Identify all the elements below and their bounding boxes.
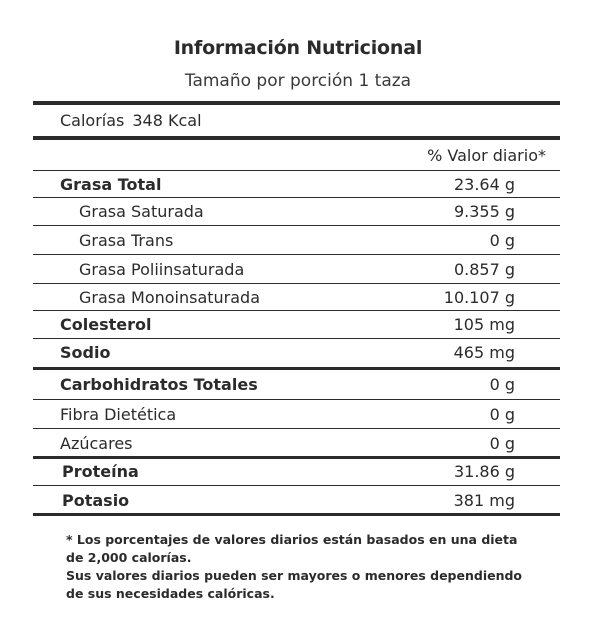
nutrient-value: 381 mg <box>453 491 515 510</box>
divider-row <box>33 225 560 226</box>
footnote-line: de sus necesidades calóricas. <box>66 586 275 601</box>
nutrient-label: Grasa Trans <box>79 231 174 250</box>
divider-dv <box>33 170 560 171</box>
nutrient-value: 0 g <box>489 405 515 424</box>
calories-value: 348 Kcal <box>132 111 202 130</box>
nutrient-value: 0.857 g <box>453 260 515 279</box>
nutrient-label: Carbohidratos Totales <box>60 375 258 394</box>
divider-row <box>33 338 560 339</box>
nutrient-label: Grasa Saturada <box>79 202 204 221</box>
daily-value-header: % Valor diario* <box>427 146 546 165</box>
nutrient-value: 9.355 g <box>453 202 515 221</box>
divider-bottom <box>33 513 560 516</box>
nutrient-value: 465 mg <box>453 343 515 362</box>
divider-row <box>33 310 560 311</box>
footnote-line: Sus valores diarios pueden ser mayores o menores dependiendo <box>66 568 523 583</box>
nutrient-value: 23.64 g <box>453 175 515 194</box>
divider-row <box>33 485 560 486</box>
divider-row <box>33 399 560 400</box>
divider-row <box>33 197 560 198</box>
nutrient-label: Grasa Total <box>60 175 162 194</box>
nutrient-value: 31.86 g <box>453 462 515 481</box>
divider-calories <box>33 136 560 140</box>
label-title: Información Nutricional <box>173 37 423 59</box>
nutrient-value: 0 g <box>489 434 515 453</box>
nutrient-label: Azúcares <box>60 434 133 453</box>
divider-row <box>33 283 560 284</box>
calories-label: Calorías <box>60 111 125 130</box>
nutrient-label: Potasio <box>62 491 130 510</box>
calories-row <box>60 111 202 130</box>
nutrient-label: Fibra Dietética <box>60 405 177 424</box>
nutrient-label: Grasa Monoinsaturada <box>79 288 261 307</box>
nutrient-value: 0 g <box>489 375 515 394</box>
divider-row <box>33 254 560 255</box>
nutrient-label: Colesterol <box>60 315 152 334</box>
serving-size: Tamaño por porción 1 taza <box>184 71 412 91</box>
divider-top <box>33 101 560 105</box>
nutrient-value: 10.107 g <box>443 288 515 307</box>
divider-section <box>33 367 560 370</box>
nutrient-label: Proteína <box>62 462 139 481</box>
footnote <box>66 531 546 603</box>
footnote-line: * Los porcentajes de valores diarios están basados en una dieta <box>66 532 518 547</box>
nutrient-label: Grasa Poliinsaturada <box>79 260 245 279</box>
divider-section <box>33 456 560 459</box>
divider-row <box>33 428 560 429</box>
nutrient-value: 0 g <box>489 231 515 250</box>
footnote-line: de 2,000 calorías. <box>66 550 192 565</box>
nutrient-value: 105 mg <box>453 315 515 334</box>
nutrient-label: Sodio <box>60 343 111 362</box>
